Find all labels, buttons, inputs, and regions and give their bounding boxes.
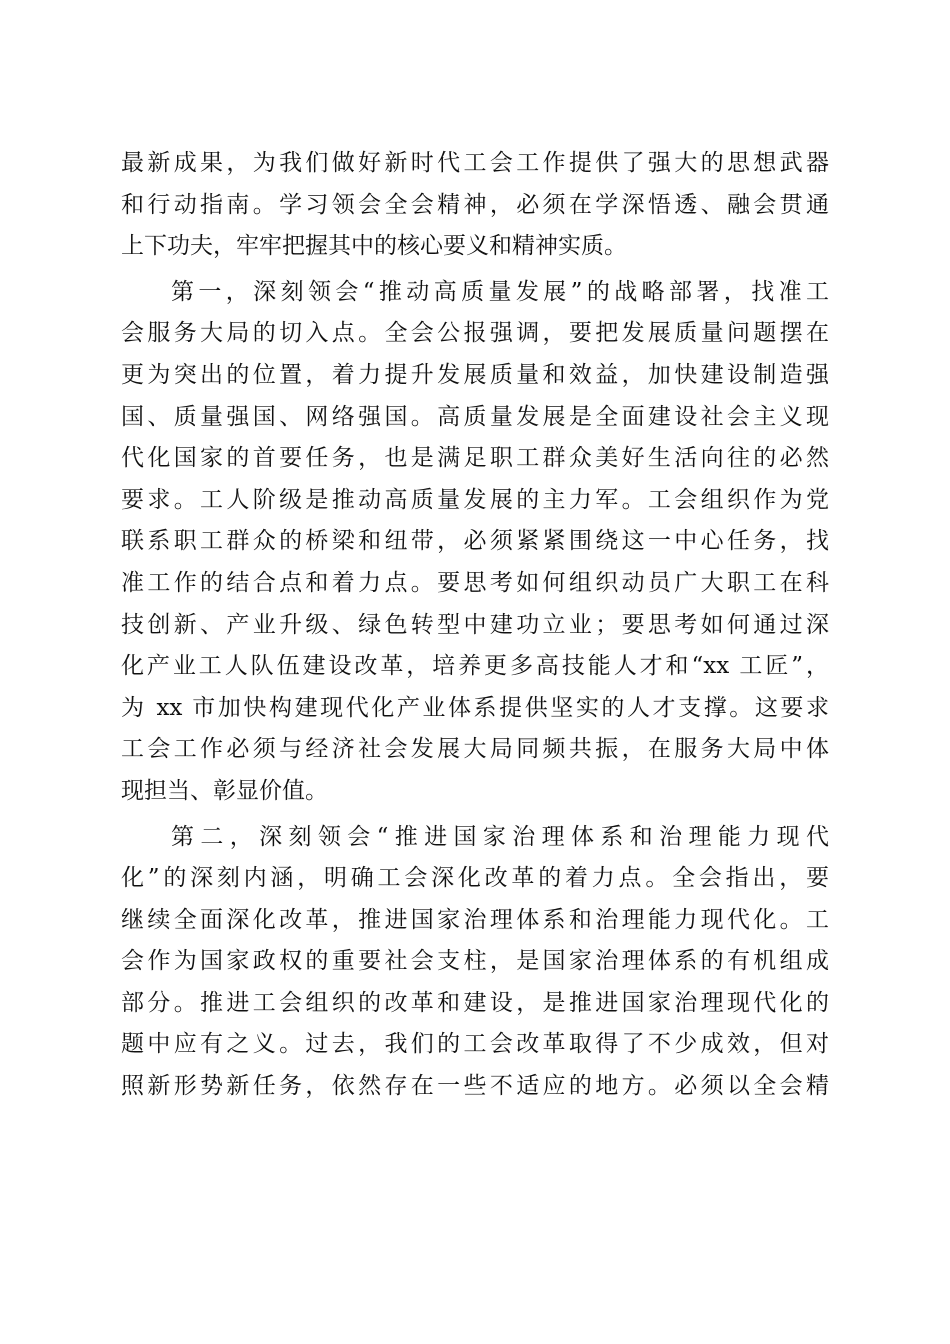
text-line: 工会工作必须与经济社会发展大局同频共振，在服务大局中体 [121,736,829,763]
text-line: 会作为国家政权的重要社会支柱，是国家治理体系的有机组成 [121,948,829,975]
text-line: 会服务大局的切入点。全会公报强调，要把发展质量问题摆在 [121,320,829,347]
text-line: 上下功夫，牢牢把握其中的核心要义和精神实质。 [121,233,627,260]
text-line: 最新成果，为我们做好新时代工会工作提供了强大的思想武器 [121,150,829,176]
paragraph-2 [121,272,829,813]
text-line: 要求。工人阶级是推动高质量发展的主力军。工会组织作为党 [121,486,829,513]
paragraph-1 [121,143,829,268]
text-line: 现担当、彰显价值。 [121,777,328,804]
text-line: 第二，深刻领会“推进国家治理体系和治理能力现代 [171,823,829,850]
text-line: 为 xx 市加快构建现代化产业体系提供坚实的人才支撑。这要求 [121,694,829,721]
text-line: 国、质量强国、网络强国。高质量发展是全面建设社会主义现 [121,403,829,430]
text-line: 化”的深刻内涵，明确工会深化改革的着力点。全会指出，要 [121,865,829,892]
text-line: 更为突出的位置，着力提升发展质量和效益，加快建设制造强 [121,361,829,388]
text-line: 第一，深刻领会“推动高质量发展”的战略部署，找准工 [171,278,829,305]
text-line: 准工作的结合点和着力点。要思考如何组织动员广大职工在科 [121,569,829,596]
text-line: 代化国家的首要任务，也是满足职工群众美好生活向往的必然 [121,445,829,472]
text-line: 化产业工人队伍建设改革，培养更多高技能人才和“xx 工匠”， [121,653,829,680]
text-line: 联系职工群众的桥梁和纽带，必须紧紧围绕这一中心任务，找 [121,528,829,555]
text-line: 技创新、产业升级、绿色转型中建功立业；要思考如何通过深 [121,611,829,638]
text-line: 题中应有之义。过去，我们的工会改革取得了不少成效，但对 [121,1031,829,1058]
paragraph-3 [121,817,829,1108]
text-line: 和行动指南。学习领会全会精神，必须在学深悟透、融会贯通 [121,191,829,218]
document-body [121,143,829,1108]
text-line: 照新形势新任务，依然存在一些不适应的地方。必须以全会精 [121,1073,829,1100]
text-line: 部分。推进工会组织的改革和建设，是推进国家治理现代化的 [121,989,829,1016]
text-line: 继续全面深化改革，推进国家治理体系和治理能力现代化。工 [121,906,829,933]
